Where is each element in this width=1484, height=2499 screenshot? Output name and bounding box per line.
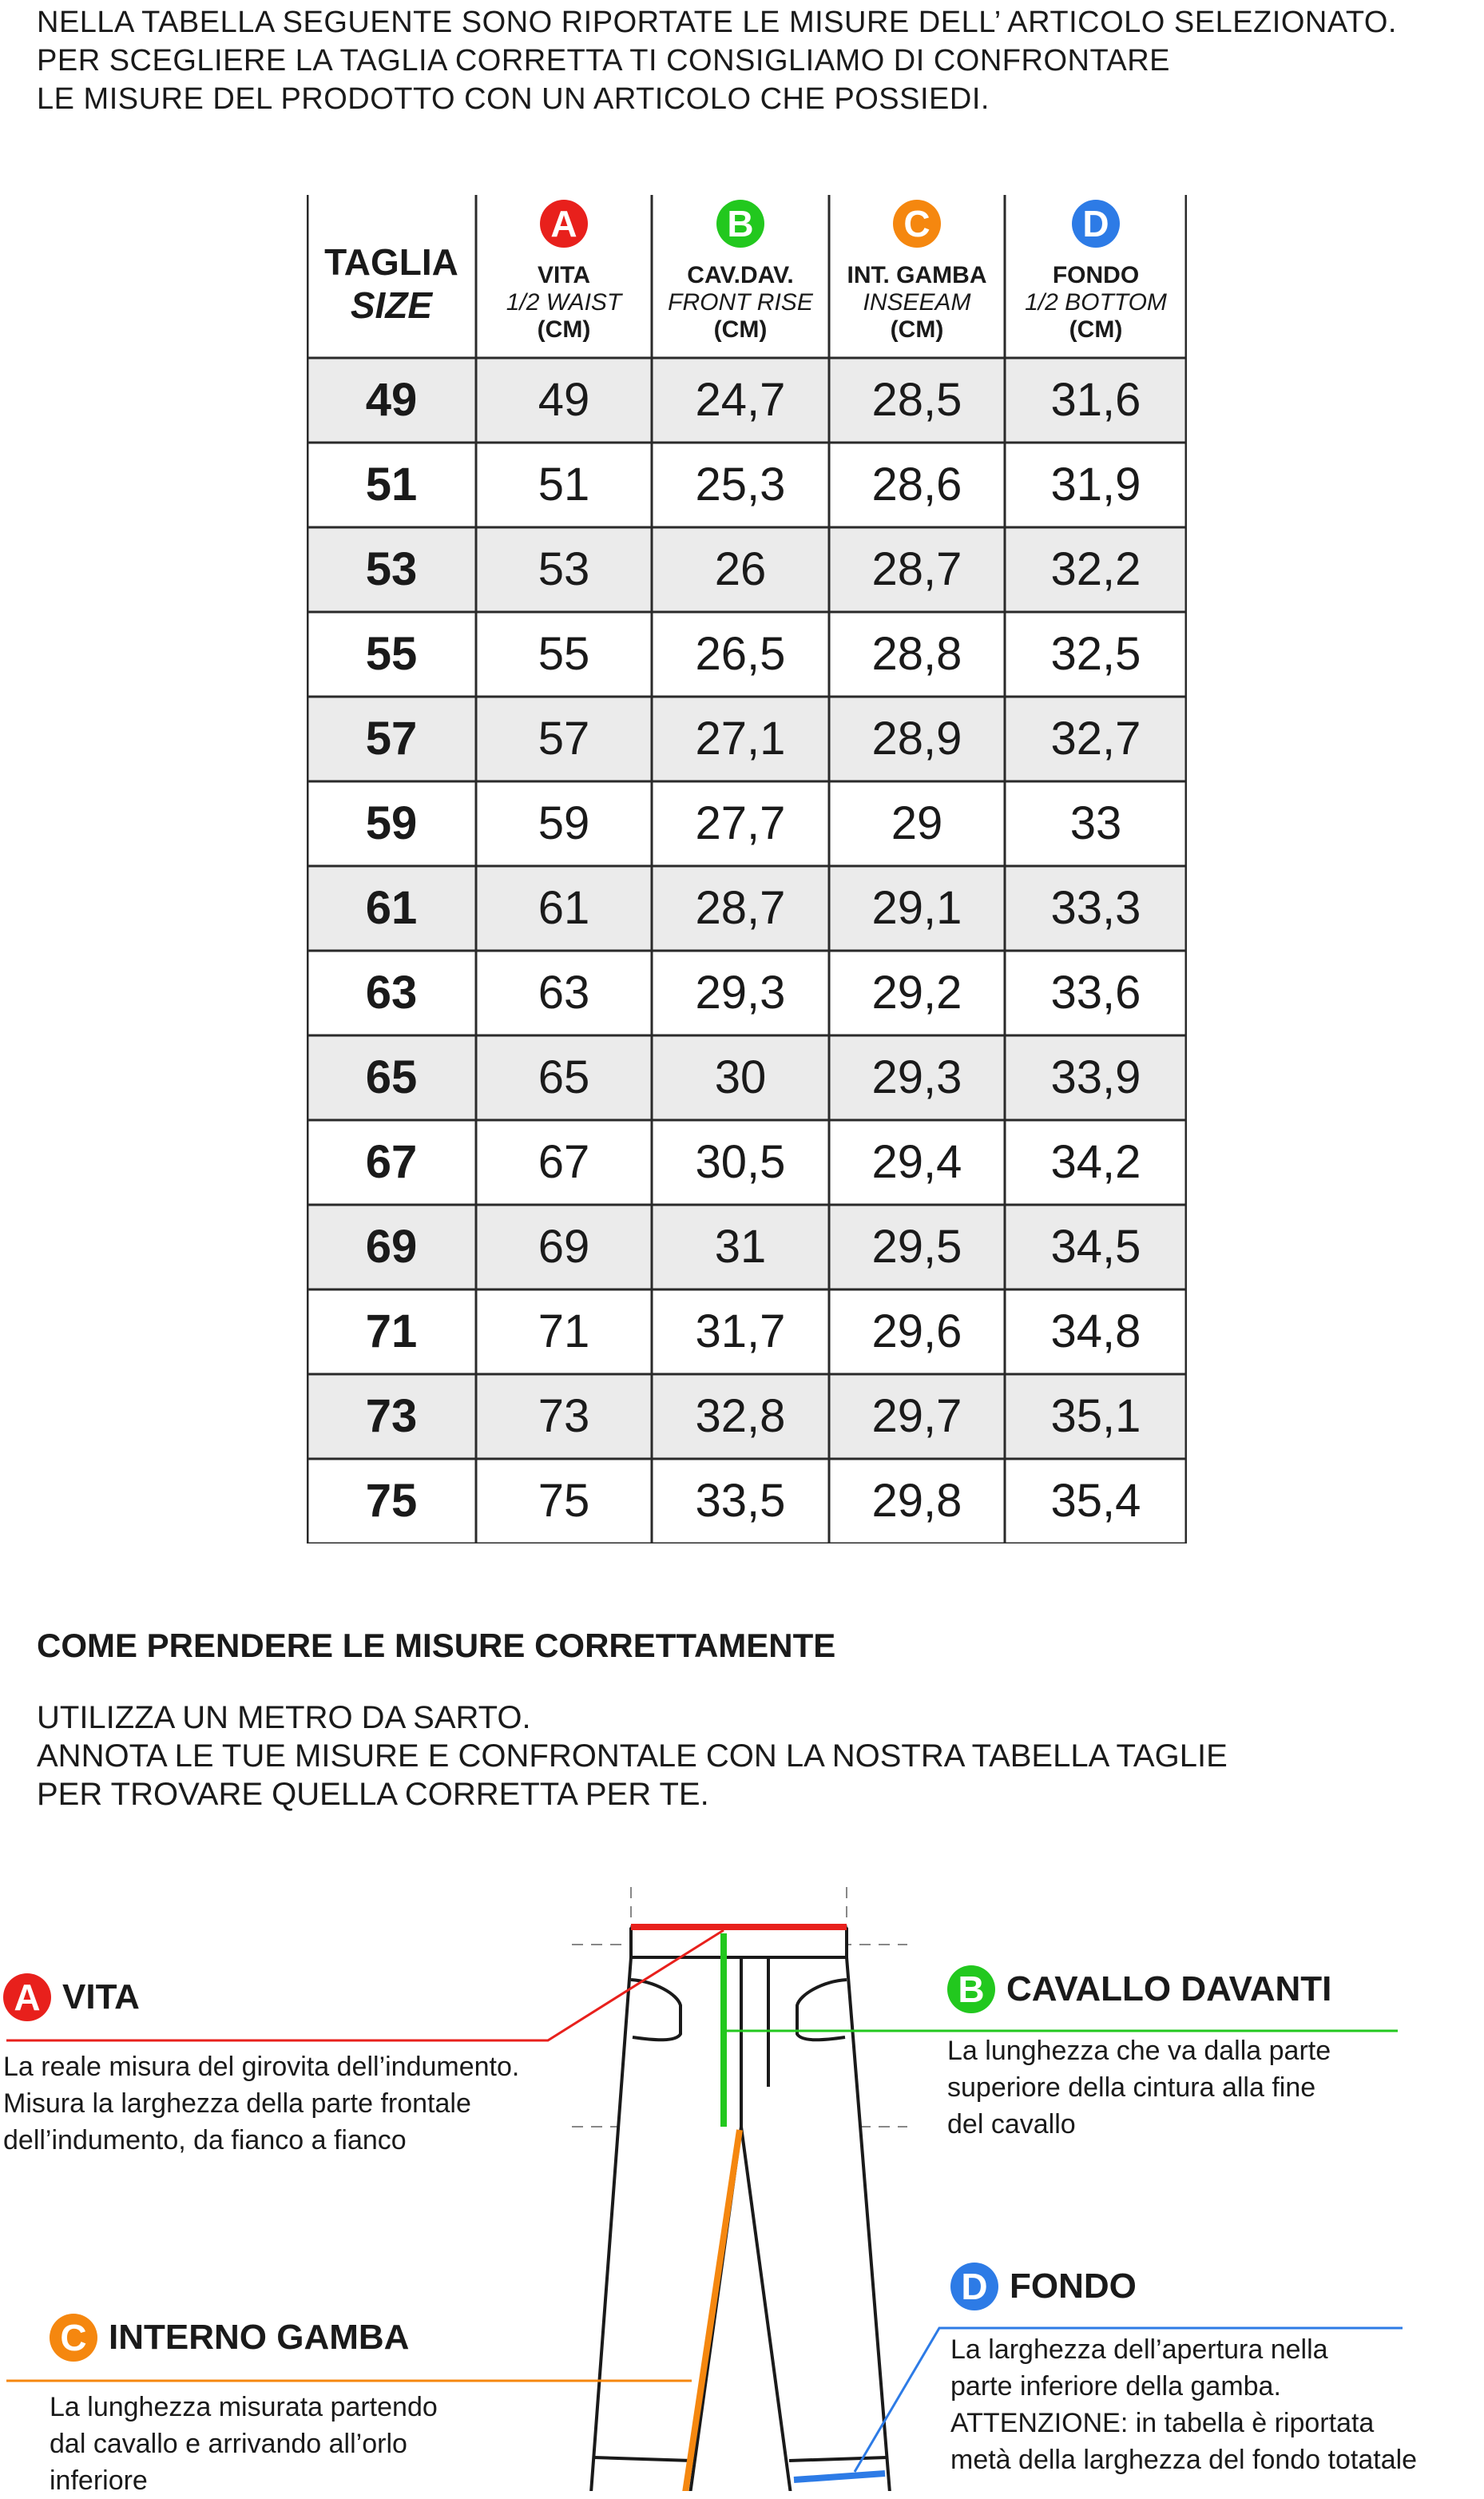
column-name: FONDO <box>1052 262 1140 288</box>
value-cell: 34,2 <box>1050 1136 1141 1188</box>
legend-vita <box>3 1973 519 2159</box>
value-cell: 29,1 <box>871 882 962 934</box>
column-subname: FRONT RISE <box>668 289 813 316</box>
value-cell: 32,2 <box>1050 543 1141 595</box>
legend-gamba-label: INTERNO GAMBA <box>109 2318 410 2357</box>
howto-text <box>37 1698 1228 1814</box>
value-cell: 29 <box>891 797 943 849</box>
value-cell: 33,3 <box>1050 882 1141 934</box>
intro-line-2: PER SCEGLIERE LA TAGLIA CORRETTA TI CONSIGLIAMO DI CONFRONTARE <box>37 44 1170 77</box>
value-cell: 55 <box>538 628 590 680</box>
value-cell: 65 <box>538 1051 590 1103</box>
size-cell: 51 <box>365 459 418 511</box>
column-subname: 1/2 WAIST <box>506 289 622 316</box>
size-cell: 69 <box>365 1221 418 1273</box>
legend-gamba-desc <box>50 2389 438 2499</box>
value-cell: 31,6 <box>1050 374 1141 426</box>
size-cell: 71 <box>365 1305 418 1357</box>
legend-cavallo-desc <box>947 2032 1331 2143</box>
legend-vita-line-2: Misura la larghezza della parte frontale <box>3 2088 471 2119</box>
intro-text <box>37 3 1397 118</box>
size-cell: 55 <box>365 628 418 680</box>
value-cell: 31 <box>714 1221 767 1273</box>
value-cell: 73 <box>538 1390 590 1442</box>
legend-vita-desc <box>3 2048 519 2159</box>
size-cell: 65 <box>365 1051 418 1103</box>
howto-line-1: UTILIZZA UN METRO DA SARTO. <box>37 1700 531 1735</box>
value-cell: 29,3 <box>695 967 786 1019</box>
legend-interno-gamba <box>50 2314 438 2499</box>
value-cell: 33 <box>1069 797 1122 849</box>
value-cell: 28,6 <box>871 459 962 511</box>
size-cell: 53 <box>365 543 418 595</box>
howto-line-3: PER TROVARE QUELLA CORRETTA PER TE. <box>37 1777 709 1812</box>
value-cell: 61 <box>538 882 590 934</box>
legend-cavallo-line-1: La lunghezza che va dalla parte <box>947 2036 1331 2066</box>
value-cell: 57 <box>538 713 590 765</box>
value-cell: 24,7 <box>695 374 786 426</box>
value-cell: 31,9 <box>1050 459 1141 511</box>
size-header-label: TAGLIA <box>324 241 458 283</box>
column-badge-icon: D <box>1072 200 1120 248</box>
column-unit: (CM) <box>890 316 944 343</box>
value-cell: 29,2 <box>871 967 962 1019</box>
value-cell: 28,5 <box>871 374 962 426</box>
value-cell: 34,8 <box>1050 1305 1141 1357</box>
value-cell: 51 <box>538 459 590 511</box>
legend-fondo-label: FONDO <box>1010 2267 1137 2306</box>
legend-gamba-line-2: dal cavallo e arrivando all’orlo <box>50 2429 407 2459</box>
value-cell: 59 <box>538 797 590 849</box>
value-cell: 53 <box>538 543 590 595</box>
size-cell: 57 <box>365 713 418 765</box>
measurement-diagram <box>0 1838 1484 2496</box>
legend-fondo-title <box>950 2263 1417 2310</box>
value-cell: 75 <box>538 1475 590 1527</box>
value-cell: 35,4 <box>1050 1475 1141 1527</box>
value-cell: 29,6 <box>871 1305 962 1357</box>
column-badge-icon: C <box>893 200 941 248</box>
legend-fondo-line-1: La larghezza dell’apertura nella <box>950 2334 1328 2365</box>
legend-gamba-badge: C <box>50 2314 97 2362</box>
intro-line-3: LE MISURE DEL PRODOTTO CON UN ARTICOLO CHE POSSIEDI. <box>37 82 990 116</box>
value-cell: 25,3 <box>695 459 786 511</box>
legend-vita-badge: A <box>3 1973 51 2021</box>
size-cell: 67 <box>365 1136 418 1188</box>
howto-title: COME PRENDERE LE MISURE CORRETTAMENTE <box>37 1627 836 1664</box>
value-cell: 29,4 <box>871 1136 962 1188</box>
legend-cavallo-davanti <box>947 1965 1331 2143</box>
legend-cavallo-label: CAVALLO DAVANTI <box>1006 1969 1332 2008</box>
value-cell: 29,3 <box>871 1051 962 1103</box>
size-cell: 59 <box>365 797 418 849</box>
value-cell: 26,5 <box>695 628 786 680</box>
value-cell: 27,1 <box>695 713 786 765</box>
value-cell: 71 <box>538 1305 590 1357</box>
legend-vita-label: VITA <box>62 1977 140 2016</box>
value-cell: 29,7 <box>871 1390 962 1442</box>
legend-cavallo-line-2: superiore della cintura alla fine <box>947 2072 1316 2103</box>
column-name: CAV.DAV. <box>687 262 794 288</box>
value-cell: 34,5 <box>1050 1221 1141 1273</box>
legend-gamba-title <box>50 2314 438 2362</box>
value-cell: 28,7 <box>871 543 962 595</box>
column-unit: (CM) <box>537 316 591 343</box>
value-cell: 29,5 <box>871 1221 962 1273</box>
legend-cavallo-title <box>947 1965 1331 2013</box>
value-cell: 32,8 <box>695 1390 786 1442</box>
legend-fondo-line-3: ATTENZIONE: in tabella è riportata <box>950 2408 1375 2438</box>
table-grid-lines <box>307 195 1187 1544</box>
legend-fondo <box>950 2263 1417 2478</box>
column-unit: (CM) <box>713 316 768 343</box>
size-cell: 49 <box>365 374 418 426</box>
value-cell: 28,9 <box>871 713 962 765</box>
legend-fondo-line-4: metà della larghezza del fondo totatale <box>950 2445 1418 2475</box>
value-cell: 27,7 <box>695 797 786 849</box>
legend-vita-line-3: dell’indumento, da fianco a fianco <box>3 2125 407 2155</box>
column-name: VITA <box>537 262 591 288</box>
column-badge-icon: A <box>540 200 588 248</box>
size-header-sublabel: SIZE <box>350 284 433 326</box>
value-cell: 49 <box>538 374 590 426</box>
legend-vita-line-1: La reale misura del girovita dell’indumento. <box>3 2052 520 2082</box>
legend-vita-title <box>3 1973 519 2021</box>
value-cell: 30 <box>714 1051 767 1103</box>
value-cell: 69 <box>538 1221 590 1273</box>
size-cell: 63 <box>365 967 418 1019</box>
column-unit: (CM) <box>1069 316 1123 343</box>
column-subname: 1/2 BOTTOM <box>1025 289 1167 316</box>
value-cell: 33,9 <box>1050 1051 1141 1103</box>
column-badge-icon: B <box>716 200 764 248</box>
size-cell: 61 <box>365 882 418 934</box>
value-cell: 28,8 <box>871 628 962 680</box>
size-cell: 75 <box>365 1475 418 1527</box>
legend-gamba-line-1: La lunghezza misurata partendo <box>50 2392 438 2422</box>
column-subname: INSEEAM <box>863 289 971 316</box>
howto-line-2: ANNOTA LE TUE MISURE E CONFRONTALE CON LA NOSTRA TABELLA TAGLIE <box>37 1738 1228 1774</box>
column-name: INT. GAMBA <box>847 262 987 288</box>
legend-fondo-badge: D <box>950 2263 998 2310</box>
value-cell: 33,5 <box>695 1475 786 1527</box>
value-cell: 30,5 <box>695 1136 786 1188</box>
legend-fondo-line-2: parte inferiore della gamba. <box>950 2371 1281 2402</box>
legend-cavallo-line-3: del cavallo <box>947 2109 1076 2139</box>
value-cell: 28,7 <box>695 882 786 934</box>
value-cell: 31,7 <box>695 1305 786 1357</box>
value-cell: 29,8 <box>871 1475 962 1527</box>
size-cell: 73 <box>365 1390 418 1442</box>
value-cell: 32,7 <box>1050 713 1141 765</box>
value-cell: 35,1 <box>1050 1390 1141 1442</box>
legend-fondo-desc <box>950 2331 1417 2478</box>
value-cell: 67 <box>538 1136 590 1188</box>
value-cell: 32,5 <box>1050 628 1141 680</box>
legend-gamba-line-3: inferiore <box>50 2465 148 2496</box>
legend-cavallo-badge: B <box>947 1965 995 2013</box>
value-cell: 26 <box>714 543 767 595</box>
intro-line-1: NELLA TABELLA SEGUENTE SONO RIPORTATE LE MISURE DELL’ ARTICOLO SELEZIONATO. <box>37 6 1397 39</box>
value-cell: 63 <box>538 967 590 1019</box>
value-cell: 33,6 <box>1050 967 1141 1019</box>
